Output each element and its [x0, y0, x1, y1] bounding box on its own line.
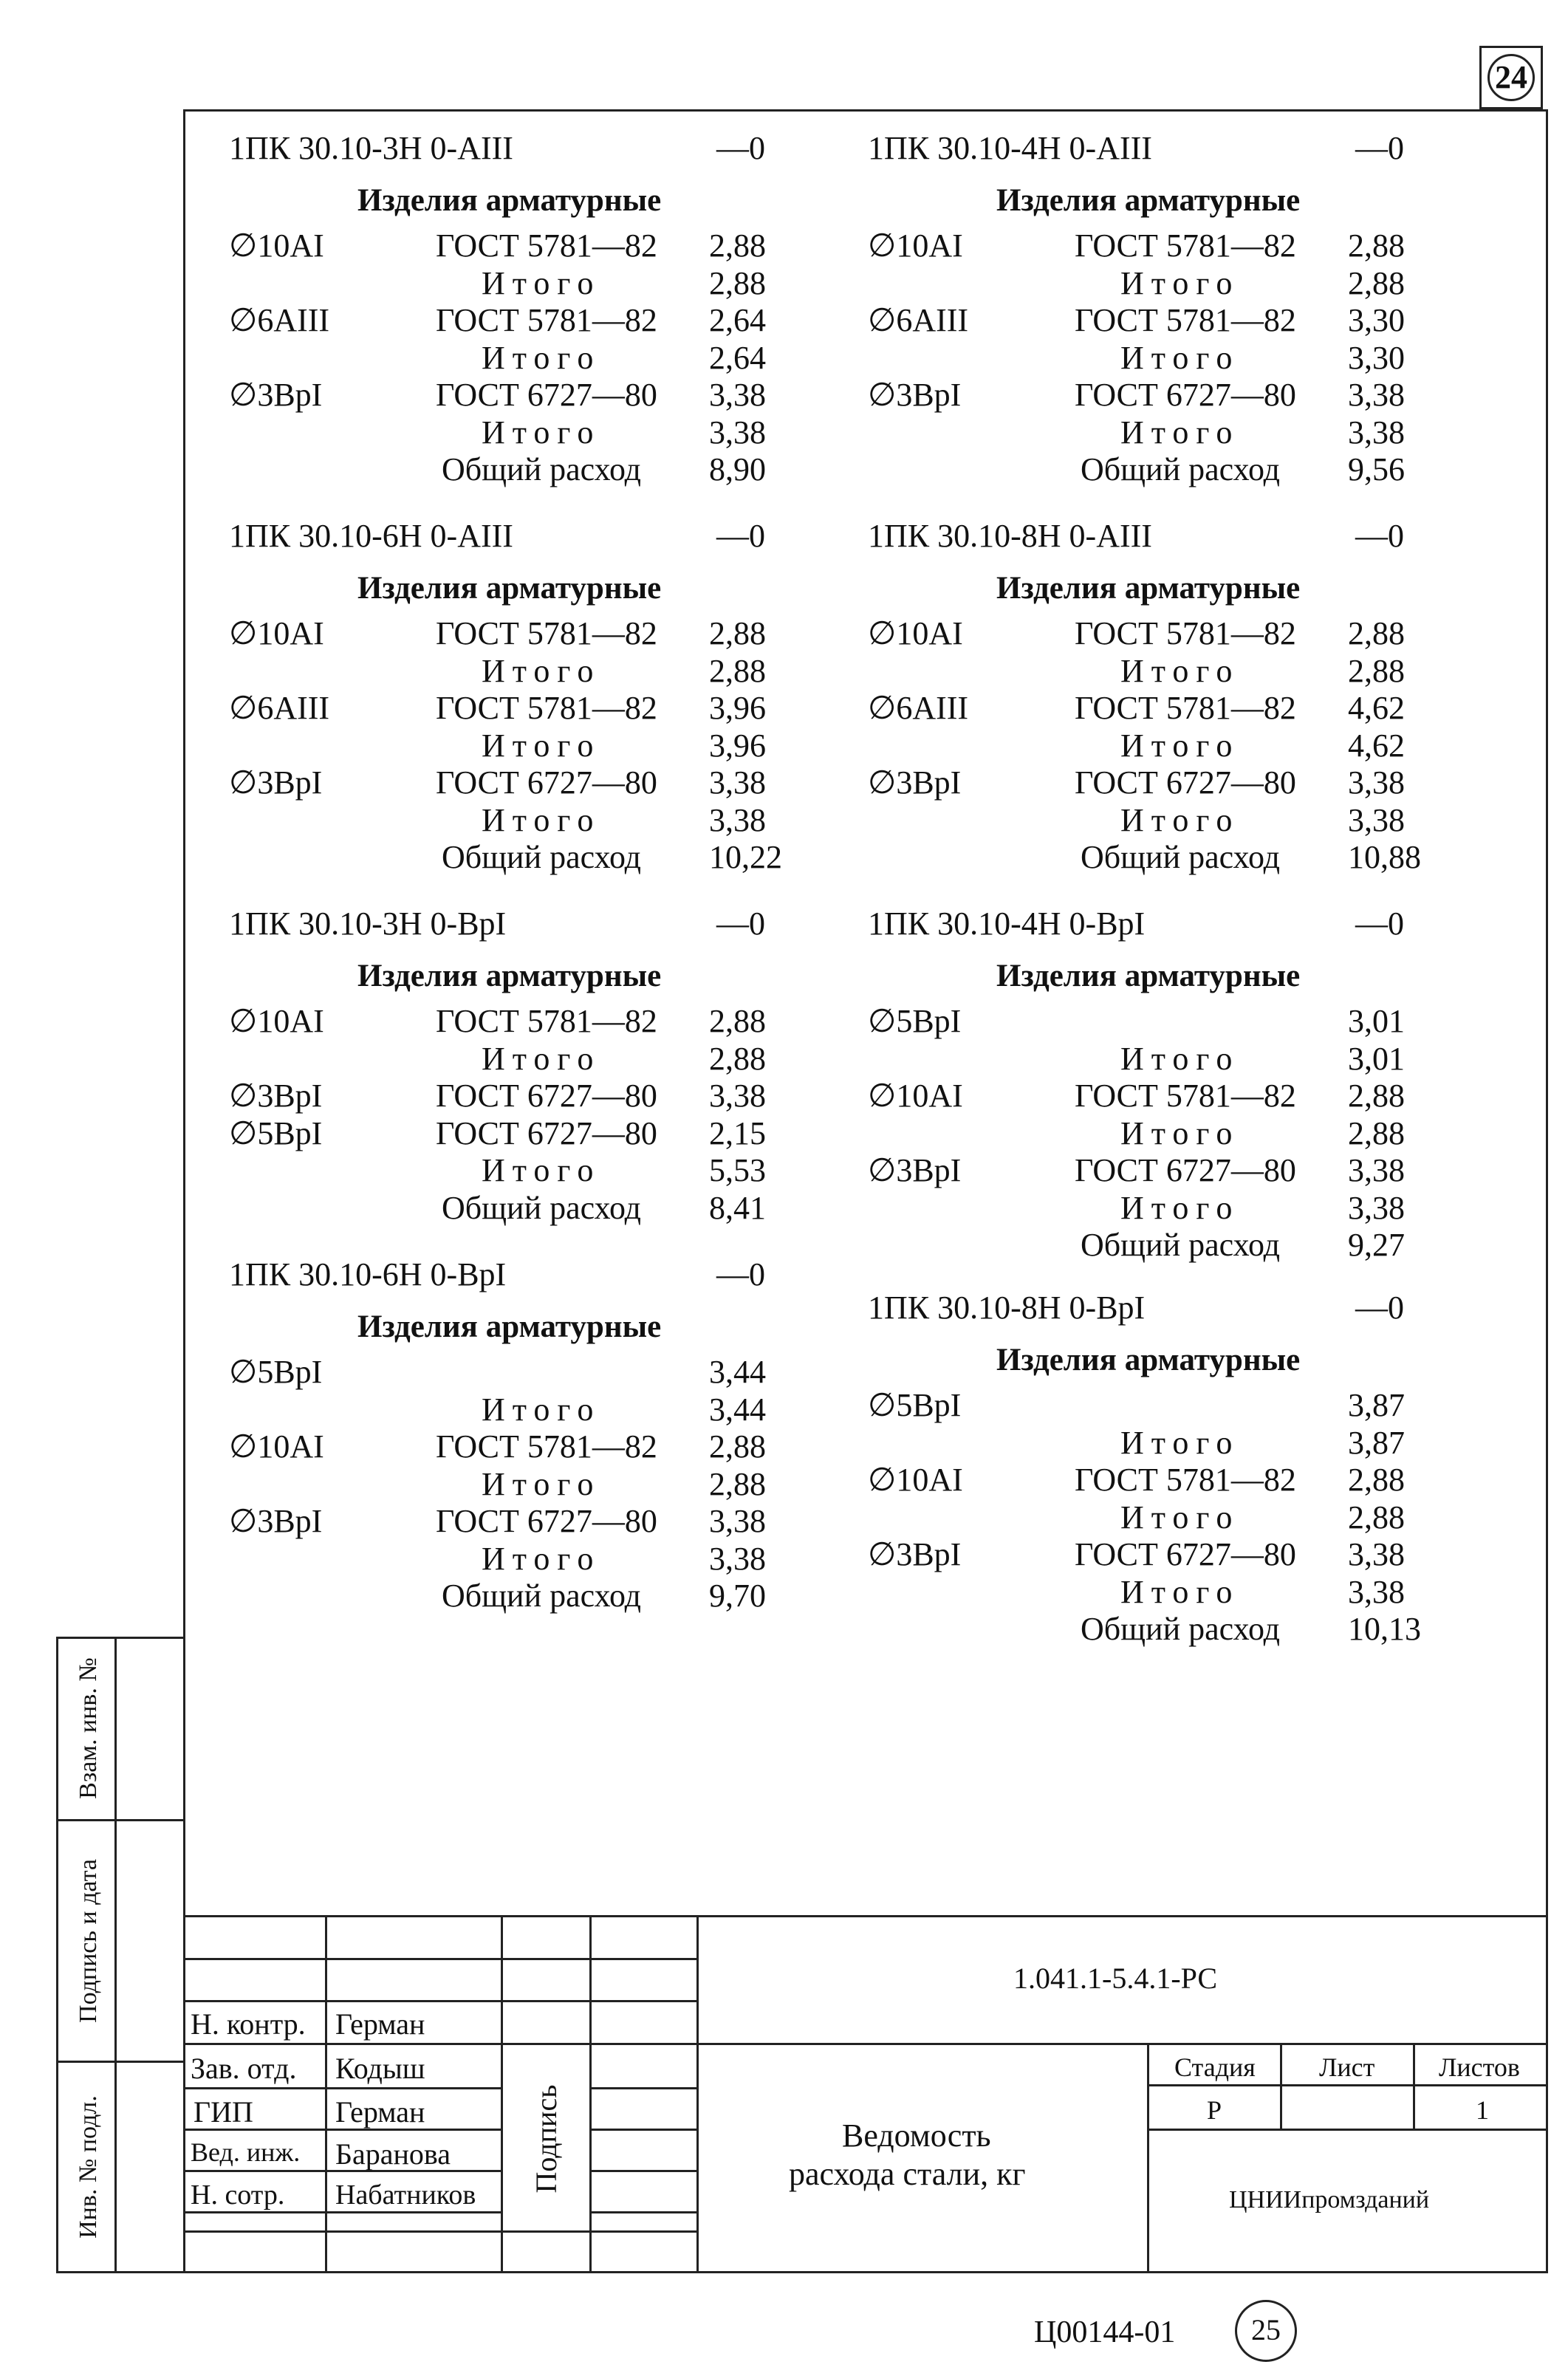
rebar-diameter: ∅10AI — [229, 615, 324, 651]
name-gip: Герман — [335, 2095, 425, 2129]
mass-value: 8,41 — [709, 1189, 766, 1226]
subtotal-label: Итого — [1120, 801, 1240, 838]
rebar-diameter: ∅6AIII — [868, 690, 969, 726]
total-label: Общий расход — [1081, 451, 1281, 487]
subtotal-label: Итого — [1120, 339, 1240, 376]
block-suffix: —0 — [1355, 1290, 1404, 1326]
rebar-diameter: ∅3BpI — [229, 1503, 323, 1539]
document-code: 1.041.1-5.4.1-РС — [1013, 1962, 1218, 1995]
block-suffix: —0 — [1355, 518, 1404, 554]
mass-value: 3,30 — [1348, 339, 1405, 376]
rebar-diameter: ∅3BpI — [868, 764, 962, 801]
mass-value: 3,44 — [709, 1391, 766, 1428]
mass-value: 3,30 — [1348, 302, 1405, 338]
gost-standard: ГОСТ 5781—82 — [1075, 615, 1296, 651]
block-suffix: —0 — [716, 1256, 765, 1292]
mass-value: 3,38 — [1348, 1152, 1405, 1188]
drawing-frame — [183, 109, 1548, 2273]
rebar-diameter: ∅3BpI — [868, 377, 962, 413]
gost-standard: ГОСТ 5781—82 — [1075, 302, 1296, 338]
block-suffix: —0 — [1355, 905, 1404, 942]
mass-value: 3,38 — [709, 801, 766, 838]
total-label: Общий расход — [1081, 1611, 1281, 1647]
subtotal-label: Итого — [482, 1152, 601, 1188]
mass-value: 3,87 — [1348, 1424, 1405, 1461]
mass-value: 2,88 — [1348, 1499, 1405, 1535]
block-heading: Изделия арматурные — [996, 183, 1301, 218]
mass-value: 3,38 — [1348, 414, 1405, 451]
gost-standard: ГОСТ 5781—82 — [436, 1003, 657, 1039]
block-suffix: —0 — [716, 905, 765, 942]
subtotal-label: Итого — [482, 1540, 601, 1577]
rebar-diameter: ∅10AI — [868, 227, 963, 264]
mass-value: 10,13 — [1348, 1611, 1421, 1647]
role-n-sotr: Н. сотр. — [191, 2179, 285, 2211]
mass-value: 3,01 — [1348, 1040, 1405, 1077]
stadia-label: Стадия — [1174, 2052, 1256, 2082]
mass-value: 10,22 — [709, 839, 782, 875]
mass-value: 8,90 — [709, 451, 766, 487]
subtotal-label: Итого — [482, 264, 601, 301]
mass-value: 3,38 — [1348, 801, 1405, 838]
name-ved-inzh: Баранова — [335, 2137, 451, 2171]
list-label: Лист — [1319, 2052, 1375, 2082]
rebar-diameter: ∅6AIII — [868, 302, 969, 338]
block-title: 1ПК 30.10-8Н 0-AIII — [868, 518, 1152, 554]
mass-value: 3,96 — [709, 727, 766, 764]
mass-value: 2,88 — [1348, 1462, 1405, 1498]
gost-standard: ГОСТ 5781—82 — [436, 690, 657, 726]
rebar-diameter: ∅10AI — [868, 615, 963, 651]
total-label: Общий расход — [442, 839, 642, 875]
block-title: 1ПК 30.10-3Н 0-AIII — [229, 130, 513, 166]
mass-value: 2,64 — [709, 339, 766, 376]
block-heading: Изделия арматурные — [357, 571, 662, 606]
gost-standard: ГОСТ 6727—80 — [436, 764, 657, 801]
total-label: Общий расход — [442, 451, 642, 487]
mass-value: 9,27 — [1348, 1227, 1405, 1263]
subtotal-label: Итого — [482, 414, 601, 451]
mass-value: 4,62 — [1348, 690, 1405, 726]
subtotal-label: Итого — [482, 652, 601, 689]
gost-standard: ГОСТ 5781—82 — [436, 615, 657, 651]
mass-value: 9,70 — [709, 1578, 766, 1614]
page-number: 25 — [1235, 2300, 1297, 2362]
mass-value: 10,88 — [1348, 839, 1421, 875]
total-label: Общий расход — [1081, 839, 1281, 875]
mass-value: 9,56 — [1348, 451, 1405, 487]
gost-standard: ГОСТ 6727—80 — [436, 1078, 657, 1114]
inv-podl-label: Инв. № подл. — [75, 2095, 102, 2239]
rebar-diameter: ∅3BpI — [868, 1536, 962, 1572]
sheet-number: 24 — [1487, 54, 1535, 101]
role-zav-otd: Зав. отд. — [191, 2052, 297, 2085]
doc-title-line-2: расхода стали, кг — [789, 2156, 1026, 2192]
rebar-diameter: ∅10AI — [229, 1428, 324, 1465]
subtotal-label: Итого — [1120, 1499, 1240, 1535]
mass-value: 2,88 — [709, 1465, 766, 1502]
block-suffix: —0 — [716, 130, 765, 166]
subtotal-label: Итого — [482, 1040, 601, 1077]
block-title: 1ПК 30.10-6Н 0-AIII — [229, 518, 513, 554]
name-n-sotr: Набатников — [335, 2179, 476, 2211]
gost-standard: ГОСТ 6727—80 — [1075, 1536, 1296, 1572]
subtotal-label: Итого — [1120, 1189, 1240, 1226]
gost-standard: ГОСТ 6727—80 — [436, 1503, 657, 1539]
subtotal-label: Итого — [1120, 652, 1240, 689]
mass-value: 3,38 — [1348, 1536, 1405, 1572]
mass-value: 3,38 — [709, 414, 766, 451]
block-heading: Изделия арматурные — [996, 1343, 1301, 1377]
role-gip: ГИП — [194, 2095, 253, 2129]
mass-value: 3,38 — [1348, 1573, 1405, 1610]
name-n-kontr: Герман — [335, 2007, 425, 2041]
gost-standard: ГОСТ 6727—80 — [436, 377, 657, 413]
subtotal-label: Итого — [482, 1391, 601, 1428]
block-heading: Изделия арматурные — [357, 1309, 662, 1344]
subtotal-label: Итого — [1120, 1114, 1240, 1151]
tb-top-line — [183, 1915, 1548, 1917]
gost-standard: ГОСТ 5781—82 — [436, 227, 657, 264]
listov-label: Листов — [1439, 2052, 1520, 2082]
gost-standard: ГОСТ 5781—82 — [1075, 227, 1296, 264]
gost-standard: ГОСТ 6727—80 — [1075, 1152, 1296, 1188]
block-suffix: —0 — [1355, 130, 1404, 166]
rebar-diameter: ∅10AI — [229, 1003, 324, 1039]
mass-value: 3,38 — [709, 1503, 766, 1539]
total-label: Общий расход — [442, 1189, 642, 1226]
sheet-number-box — [1479, 46, 1543, 109]
total-label: Общий расход — [1081, 1227, 1281, 1263]
mass-value: 3,44 — [709, 1354, 766, 1390]
bottom-code: Ц00144-01 — [1034, 2315, 1176, 2349]
mass-value: 3,38 — [709, 1540, 766, 1577]
mass-value: 2,88 — [1348, 264, 1405, 301]
subtotal-label: Итого — [482, 339, 601, 376]
rebar-diameter: ∅5BpI — [229, 1114, 323, 1151]
stadia-value: Р — [1207, 2095, 1222, 2125]
rebar-diameter: ∅3BpI — [229, 764, 323, 801]
block-heading: Изделия арматурные — [357, 959, 662, 993]
rebar-diameter: ∅3BpI — [868, 1152, 962, 1188]
mass-value: 2,88 — [709, 1428, 766, 1465]
subtotal-label: Итого — [1120, 264, 1240, 301]
rebar-diameter: ∅10AI — [868, 1078, 963, 1114]
doc-title-line-1: Ведомость — [842, 2117, 991, 2154]
gost-standard: ГОСТ 5781—82 — [1075, 1462, 1296, 1498]
mass-value: 3,38 — [1348, 1189, 1405, 1226]
mass-value: 4,62 — [1348, 727, 1405, 764]
mass-value: 2,88 — [709, 652, 766, 689]
mass-value: 3,38 — [709, 377, 766, 413]
gost-standard: ГОСТ 6727—80 — [1075, 377, 1296, 413]
mass-value: 2,15 — [709, 1114, 766, 1151]
mass-value: 2,88 — [1348, 1114, 1405, 1151]
block-title: 1ПК 30.10-4Н 0-AIII — [868, 130, 1152, 166]
subtotal-label: Итого — [1120, 1424, 1240, 1461]
mass-value: 2,64 — [709, 302, 766, 338]
listov-value: 1 — [1476, 2095, 1489, 2125]
role-ved-inzh: Вед. инж. — [191, 2137, 301, 2167]
gost-standard: ГОСТ 5781—82 — [1075, 690, 1296, 726]
mass-value: 2,88 — [1348, 1078, 1405, 1114]
organization: ЦНИИпромзданий — [1229, 2186, 1430, 2213]
gost-standard: ГОСТ 6727—80 — [436, 1114, 657, 1151]
mass-value: 3,96 — [709, 690, 766, 726]
subtotal-label: Итого — [482, 727, 601, 764]
block-title: 1ПК 30.10-3Н 0-BpI — [229, 905, 507, 942]
mass-value: 3,38 — [1348, 764, 1405, 801]
rebar-diameter: ∅10AI — [229, 227, 324, 264]
total-label: Общий расход — [442, 1578, 642, 1614]
role-n-kontr: Н. контр. — [191, 2007, 306, 2041]
mass-value: 2,88 — [709, 227, 766, 264]
mass-value: 2,88 — [709, 264, 766, 301]
rebar-diameter: ∅6AIII — [229, 302, 330, 338]
rebar-diameter: ∅3BpI — [229, 377, 323, 413]
block-title: 1ПК 30.10-6Н 0-BpI — [229, 1256, 507, 1292]
mass-value: 3,38 — [1348, 377, 1405, 413]
rebar-diameter: ∅5BpI — [868, 1387, 962, 1423]
mass-value: 3,87 — [1348, 1387, 1405, 1423]
mass-value: 2,88 — [709, 1003, 766, 1039]
block-suffix: —0 — [716, 518, 765, 554]
name-zav-otd: Кодыш — [335, 2052, 425, 2085]
podpis-data-label: Подпись и дата — [75, 1859, 102, 2023]
block-title: 1ПК 30.10-4Н 0-BpI — [868, 905, 1146, 942]
rebar-diameter: ∅6AIII — [229, 690, 330, 726]
subtotal-label: Итого — [482, 1465, 601, 1502]
gost-standard: ГОСТ 6727—80 — [1075, 764, 1296, 801]
block-heading: Изделия арматурные — [996, 959, 1301, 993]
subtotal-label: Итого — [1120, 414, 1240, 451]
mass-value: 2,88 — [1348, 227, 1405, 264]
subtotal-label: Итого — [1120, 1573, 1240, 1610]
block-heading: Изделия арматурные — [996, 571, 1301, 606]
rebar-diameter: ∅3BpI — [229, 1078, 323, 1114]
subtotal-label: Итого — [1120, 1040, 1240, 1077]
block-title: 1ПК 30.10-8Н 0-BpI — [868, 1290, 1146, 1326]
rebar-diameter: ∅5BpI — [229, 1354, 323, 1390]
podpis-column-label: Подпись — [530, 2084, 563, 2194]
rebar-diameter: ∅10AI — [868, 1462, 963, 1498]
mass-value: 2,88 — [709, 1040, 766, 1077]
block-heading: Изделия арматурные — [357, 183, 662, 218]
mass-value: 3,01 — [1348, 1003, 1405, 1039]
subtotal-label: Итого — [482, 801, 601, 838]
mass-value: 3,38 — [709, 1078, 766, 1114]
gost-standard: ГОСТ 5781—82 — [436, 302, 657, 338]
mass-value: 2,88 — [709, 615, 766, 651]
vzam-label: Взам. инв. № — [75, 1657, 102, 1799]
subtotal-label: Итого — [1120, 727, 1240, 764]
mass-value: 2,88 — [1348, 615, 1405, 651]
rebar-diameter: ∅5BpI — [868, 1003, 962, 1039]
gost-standard: ГОСТ 5781—82 — [1075, 1078, 1296, 1114]
mass-value: 5,53 — [709, 1152, 766, 1188]
mass-value: 3,38 — [709, 764, 766, 801]
mass-value: 2,88 — [1348, 652, 1405, 689]
gost-standard: ГОСТ 5781—82 — [436, 1428, 657, 1465]
